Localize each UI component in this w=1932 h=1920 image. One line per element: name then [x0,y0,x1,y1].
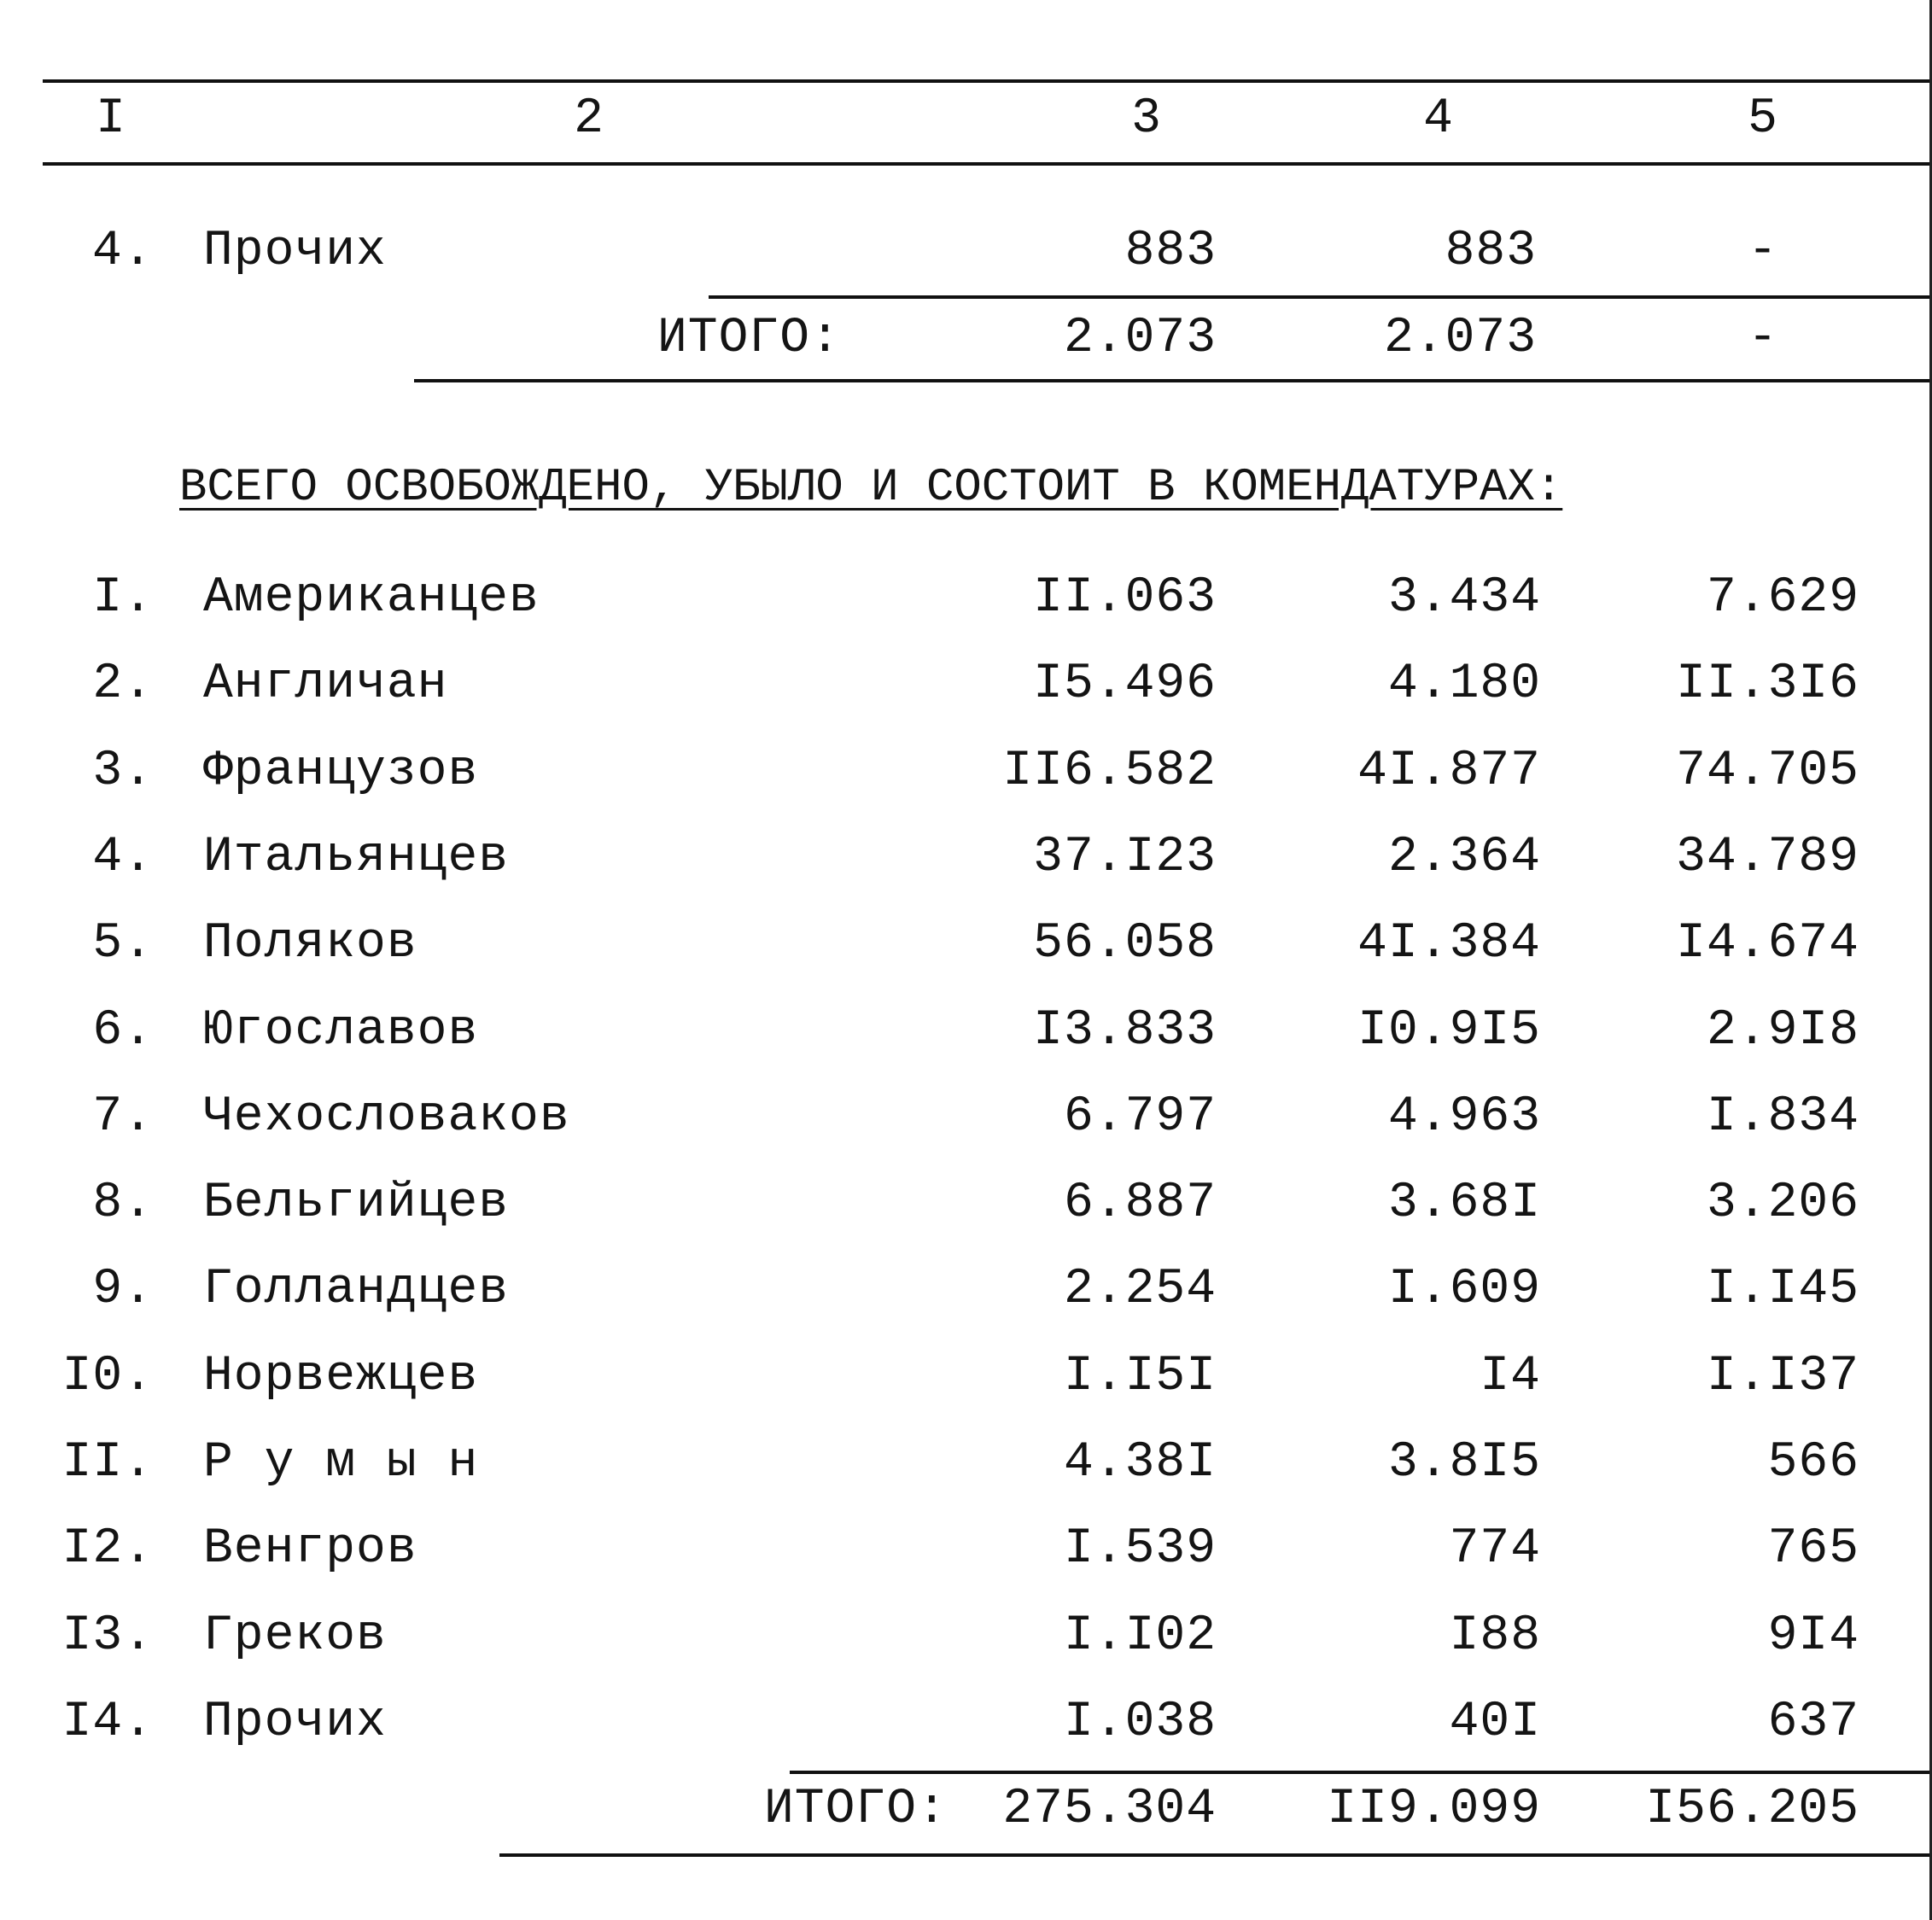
row-number: 8. [92,1176,154,1231]
row-col4: 774 [1449,1521,1541,1577]
grand-total-top-rule [790,1771,1932,1774]
row-name: Поляков [203,916,417,972]
row-number: 4. [92,830,154,885]
row-name: Голландцев [203,1262,510,1317]
row-col3: 4.38I [1063,1435,1217,1491]
row-col5: II.3I6 [1676,657,1859,712]
prev-row-col4: 883 [1445,224,1537,279]
row-number: I4. [61,1695,154,1750]
row-col3: I.038 [1063,1695,1217,1750]
row-col5: 765 [1767,1521,1859,1577]
prev-total-col5: - [1748,311,1778,366]
row-col4: I0.9I5 [1357,1003,1541,1059]
row-col5: 2.9I8 [1706,1003,1859,1059]
row-name: Итальянцев [203,830,510,885]
prev-row-col5: - [1748,224,1778,279]
row-number: I2. [61,1521,154,1577]
grand-total-col3: 275.304 [1002,1782,1217,1837]
prev-subtotal-rule [709,295,1932,299]
row-name: Р у м ы н [203,1435,479,1491]
row-col3: I.I5I [1063,1349,1217,1404]
row-col3: 37.I23 [1033,830,1217,885]
header-col-2: 2 [574,91,604,147]
row-col4: I88 [1449,1608,1541,1664]
row-col3: I3.833 [1033,1003,1217,1059]
row-number: 2. [92,657,154,712]
row-col3: 2.254 [1063,1262,1217,1317]
row-name: Бельгийцев [203,1176,510,1231]
row-col4: 4.963 [1387,1089,1541,1145]
row-number: I0. [61,1349,154,1404]
row-number: 6. [92,1003,154,1059]
row-col4: 3.68I [1387,1176,1541,1231]
row-name: Норвежцев [203,1349,479,1404]
row-col5: 9I4 [1767,1608,1859,1664]
header-bottom-rule [43,162,1932,166]
prev-total-rule [414,379,1932,382]
row-number: 5. [92,916,154,972]
row-col4: 3.434 [1387,570,1541,626]
prev-row-col3: 883 [1124,224,1217,279]
row-col4: I.609 [1387,1262,1541,1317]
row-name: Венгров [203,1521,417,1577]
grand-total-bottom-rule [499,1853,1932,1857]
row-col5: 7.629 [1706,570,1859,626]
row-number: 9. [92,1262,154,1317]
row-col4: 40I [1449,1695,1541,1750]
row-number: I. [92,570,154,626]
row-col5: 566 [1767,1435,1859,1491]
row-col5: 74.705 [1676,744,1859,799]
row-name: Греков [203,1608,387,1664]
header-top-rule [43,79,1932,83]
row-col4: I4 [1480,1349,1541,1404]
row-name: Французов [203,744,479,799]
row-number: II. [61,1435,154,1491]
row-col3: I.539 [1063,1521,1217,1577]
row-col5: I4.674 [1676,916,1859,972]
row-col5: I.834 [1706,1089,1859,1145]
row-col3: I.I02 [1063,1608,1217,1664]
row-col5: 34.789 [1676,830,1859,885]
row-col4: 4.180 [1387,657,1541,712]
prev-total-col4: 2.073 [1383,311,1537,366]
header-col-1: I [96,91,126,147]
row-col3: 6.797 [1063,1089,1217,1145]
row-col5: 637 [1767,1695,1859,1750]
row-name: Американцев [203,570,540,626]
row-col3: I5.496 [1033,657,1217,712]
row-col3: II.063 [1033,570,1217,626]
row-name: Чехословаков [203,1089,570,1145]
prev-row-name: Прочих [203,224,387,279]
row-name: Англичан [203,657,448,712]
prev-row-number: 4. [92,224,154,279]
header-col-5: 5 [1748,91,1778,147]
row-col5: I.I45 [1706,1262,1859,1317]
row-col5: 3.206 [1706,1176,1859,1231]
prev-total-label: ИТОГО: [657,311,841,366]
row-name: Югославов [203,1003,479,1059]
row-name: Прочих [203,1695,387,1750]
row-number: I3. [61,1608,154,1664]
header-col-4: 4 [1423,91,1454,147]
row-col3: II6.582 [1002,744,1217,799]
grand-total-col5: I56.205 [1645,1782,1859,1837]
row-col4: 3.8I5 [1387,1435,1541,1491]
prev-total-col3: 2.073 [1063,311,1217,366]
row-number: 3. [92,744,154,799]
grand-total-col4: II9.099 [1327,1782,1541,1837]
grand-total-label: ИТОГО: [764,1782,948,1837]
row-col4: 4I.877 [1357,744,1541,799]
row-col4: 4I.384 [1357,916,1541,972]
row-number: 7. [92,1089,154,1145]
row-col4: 2.364 [1387,830,1541,885]
section-heading: ВСЕГО ОСВОБОЖДЕНО, УБЫЛО И СОСТОИТ В КОМЕНДАТУРАХ: [179,462,1563,514]
row-col3: 6.887 [1063,1176,1217,1231]
row-col3: 56.058 [1033,916,1217,972]
header-col-3: 3 [1131,91,1162,147]
row-col5: I.I37 [1706,1349,1859,1404]
